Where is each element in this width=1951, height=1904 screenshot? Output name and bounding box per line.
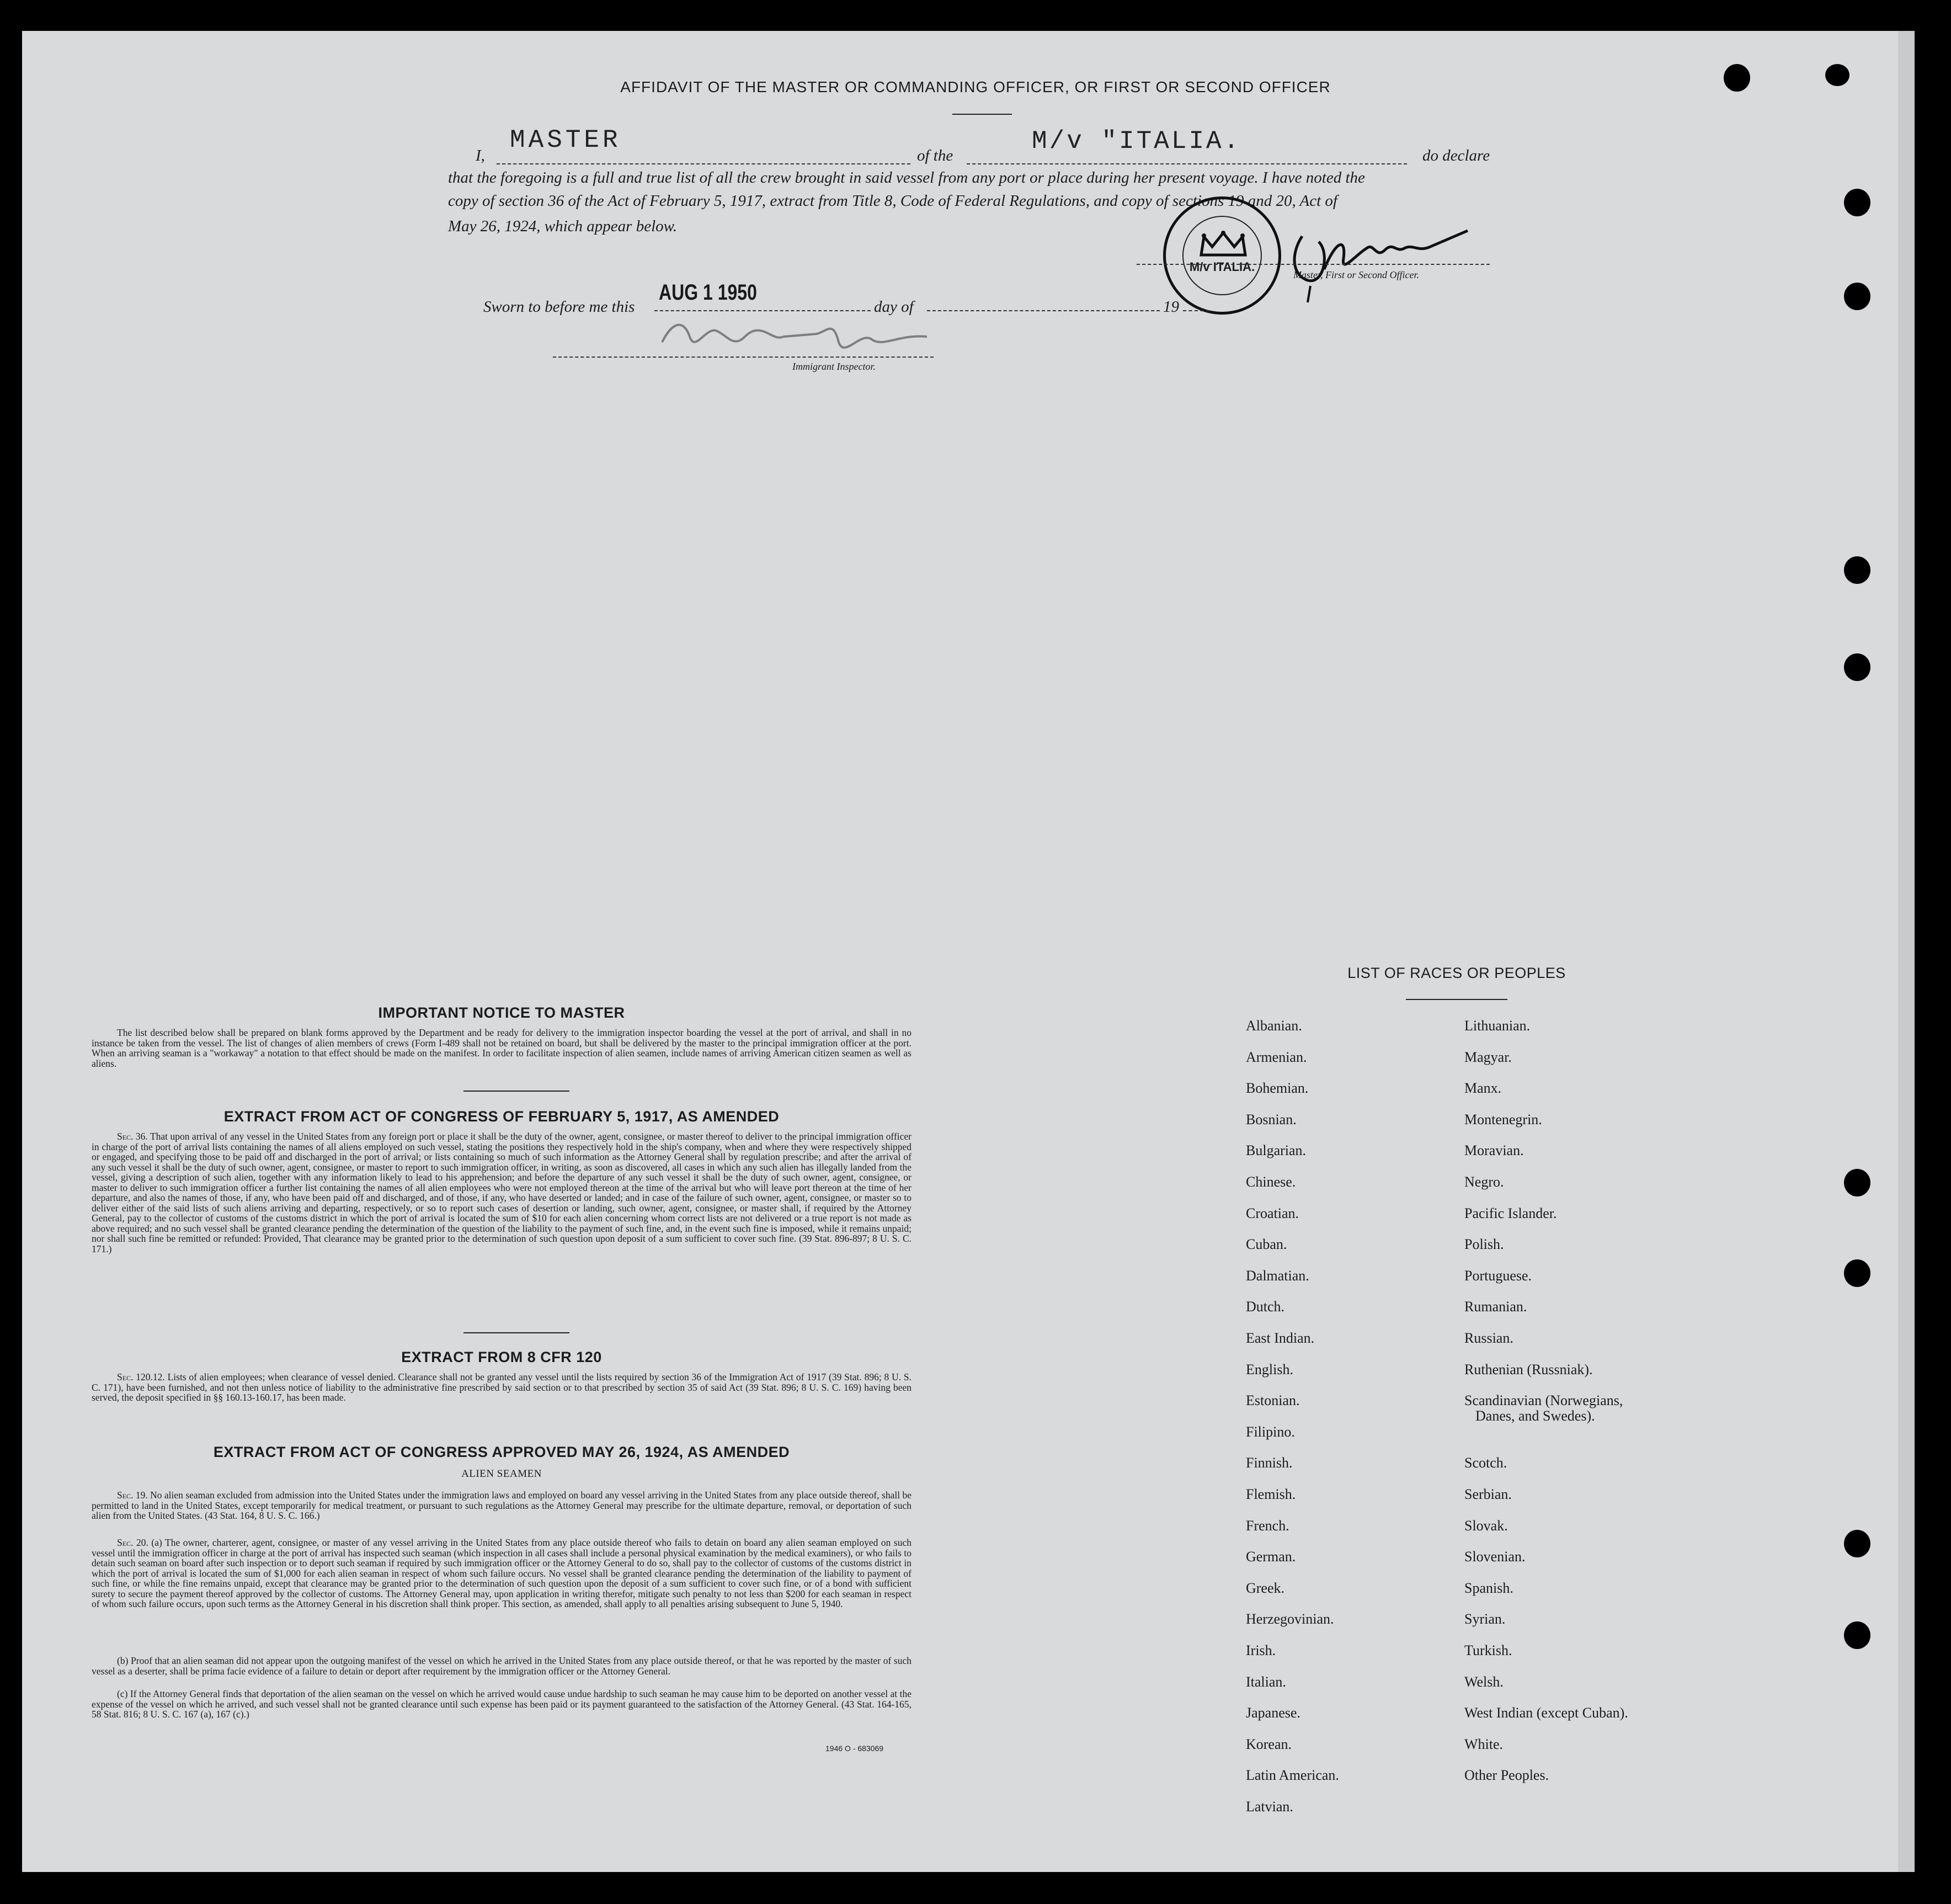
affidavit-line-2: that the foregoing is a full and true list of all the crew brought in said vessel from any port or place during her present voyage. I have noted the: [448, 169, 1365, 187]
race-item: Russian.: [1464, 1330, 1513, 1346]
race-item: Latin American.: [1246, 1767, 1339, 1784]
race-item: French.: [1246, 1517, 1289, 1534]
race-item: Pacific Islander.: [1464, 1205, 1557, 1221]
page-edge: [1898, 31, 1915, 1872]
race-item: Slovak.: [1464, 1517, 1508, 1534]
race-item: Portuguese.: [1464, 1267, 1532, 1284]
punch-hole: [1844, 1259, 1870, 1287]
sec-20-text: (a) The owner, charterer, agent, consignee, or master of any vessel arriving in the United States from any place outside thereof who fails to detain on board any alien seaman employed on such vessel until the immigration officer in charge at the port of arrival has inspected such seaman (which inspection in all cases shall include a personal physical examination by the medical examiners), or who fails to detain such seaman on board after such inspection or to deport such seaman if required by such immigration officer or the Attorney General to do so, shall pay to the collector of customs of the customs district in which the port of arrival is located the sum of $1,000 for each alien seaman in respect of whom such failure occurs. No vessel shall be granted clearance pending the determination of the liability to payment of such fine, or while the fine remains unpaid, except that clearance may be granted prior to the determination of such question upon the deposit of a sum sufficient to cover such fine, or of a bond with sufficient surety to secure the payment thereof approved by the collector of customs. The Attorney General may, upon application in writing therefor, mitigate such penalty to not less than $200 for each seaman in respect of whom such failure occurs, upon such terms as the Attorney General in his discretion shall think proper. This section, as amended, shall apply to all penalties arising subsequent to June 5, 1940.: [92, 1537, 911, 1609]
day-of-label: day of: [874, 298, 914, 316]
sec-120-label: Sec. 120.12.: [117, 1371, 165, 1382]
year-line: [1183, 310, 1209, 311]
race-item: Moravian.: [1464, 1142, 1524, 1159]
sec-36-label: Sec. 36.: [117, 1131, 148, 1142]
race-item: Ruthenian (Russniak).: [1464, 1361, 1593, 1378]
race-item: English.: [1246, 1361, 1293, 1378]
race-item: Chinese.: [1246, 1174, 1296, 1190]
race-item: Greek.: [1246, 1579, 1285, 1596]
vessel-name-field[interactable]: M/v "ITALIA.: [1032, 127, 1241, 156]
race-item: Herzegovinian.: [1246, 1611, 1334, 1628]
extract-1917-text: [92, 1131, 911, 1254]
race-item: Cuban.: [1246, 1236, 1287, 1253]
race-item: Filipino.: [1246, 1423, 1295, 1440]
notice-heading: IMPORTANT NOTICE TO MASTER: [378, 1004, 625, 1021]
master-signature: [1286, 220, 1473, 302]
race-item: Polish.: [1464, 1236, 1504, 1253]
race-item: Scandinavian (Norwegians,: [1464, 1392, 1623, 1409]
year-prefix: 19: [1163, 298, 1179, 316]
notice-rule: [463, 1091, 569, 1092]
race-item: Japanese.: [1246, 1705, 1300, 1721]
race-item: Estonian.: [1246, 1392, 1300, 1409]
race-item: West Indian (except Cuban).: [1464, 1705, 1628, 1721]
extract-cfr-heading: EXTRACT FROM 8 CFR 120: [401, 1349, 602, 1365]
race-item: Welsh.: [1464, 1673, 1504, 1690]
signature-label: Master, First or Second Officer.: [1293, 269, 1419, 280]
sec-120-text: Lists of alien employees; when clearance of vessel denied. Clearance shall not be granted any vessel until the lists required by section 36 of the Immigration Act of 1917 (39 Stat. 896; 8 U. S. C. 171), have been furnished, and not then unless notice of liability to the administrative fine prescribed by said section or to that prescribed by section 35 of said Act (39 Stat. 896; 8 U. S. C. 169) having been served, the deposit specified in §§ 160.13-160.17, has been made.: [92, 1371, 911, 1403]
race-item: Latvian.: [1246, 1799, 1293, 1815]
title-rule: [952, 114, 1012, 115]
sec-36-text: That upon arrival of any vessel in the United States from any foreign port or place it shall be the duty of the owner, agent, consignee, or master thereof to deliver to the principal immigration officer in charge of the port of arrival lists containing the names of all aliens employed on such vessel, stating the positions they respectively hold in the ship's company, when and where they were respectively shipped or engaged, and specifying those to be paid off and discharged in the port of arrival; or lists containing so much of such information as the Attorney General shall by regulation prescribe; and after the arrival of any such vessel it shall be the duty of such owner, agent, consignee, or master to report to such immigration officer, in writing, as soon as discovered, all cases in which any such alien has illegally landed from the vessel, giving a description of such alien, together with any information likely to lead to his apprehension; and before the departure of any such vessel it shall be the duty of such owner, agent, consignee, or master to deliver to such immigration officer a further list containing the names of all alien employees who were not employed thereon at the time of the arrival but who will leave port thereon at the time of her departure, and also the names of those, if any, who have been paid off and discharged, and of those, if any, who have deserted or landed; and in case of the failure of such owner, agent, consignee, or master so to deliver either of the said lists of such aliens arriving and departing, respectively, or so to report such cases of desertion or landing, such owner, agent, consignee, or master shall, if required by the Attorney General, pay to the collector of customs of the customs district in which the port of arrival is located the sum of $10 for each alien concerning whom correct lists are not delivered or a true report is not made as above required; and no such vessel shall be granted clearance pending the determination of the question of the liability to the payment of such fine, and, in the event such fine is imposed, while it remains unpaid; nor shall such fine be remitted or refunded: Provided, That clearance may be granted prior to the determination of such question upon deposit of a sum sufficient to cover such fine. (39 Stat. 896-897; 8 U. S. C. 171.): [92, 1131, 911, 1254]
race-item: Croatian.: [1246, 1205, 1299, 1221]
extract-1917-heading: EXTRACT FROM ACT OF CONGRESS OF FEBRUARY 5, 1917, AS AMENDED: [223, 1108, 780, 1125]
sec-20-c-paragraph: (c) If the Attorney General finds that deportation of the alien seaman on the vessel on which he arrived would cause undue hardship to such seaman he may cause him to be deported on another vessel at the expense of the vessel on which he arrived, and such vessel shall not be granted clearance until such expense has been paid or its payment guaranteed to the satisfaction of the Attorney General. (43 Stat. 164-165, 58 Stat. 816; 8 U. S. C. 167 (a), 167 (c).): [92, 1688, 911, 1720]
affidavit-line-3: copy of section 36 of the Act of February 5, 1917, extract from Title 8, Code of Federal Regulations, and copy of sections 19 and 20, Act of: [448, 192, 1337, 210]
race-item: Finnish.: [1246, 1455, 1293, 1471]
race-item: Bohemian.: [1246, 1080, 1309, 1097]
race-item: White.: [1464, 1736, 1504, 1752]
master-name-field[interactable]: MASTER: [510, 126, 621, 155]
extract-cfr-text: [92, 1372, 911, 1403]
race-item: Danes, and Swedes).: [1475, 1408, 1595, 1424]
race-item: Dalmatian.: [1246, 1267, 1309, 1284]
seal-text: M/v ITALIA.: [1189, 260, 1255, 274]
race-item: Spanish.: [1464, 1579, 1513, 1596]
sec-20-b-paragraph: (b) Proof that an alien seaman did not appear upon the outgoing manifest of the vessel on which he arrived in the United States from any place outside thereof, or that he was reported by the master of such vessel as a deserter, shall be prima facie evidence of a failure to detain or deport after requirement by the immigration officer or the Attorney General.: [92, 1655, 911, 1677]
race-item: Other Peoples.: [1464, 1767, 1549, 1784]
race-item: Serbian.: [1464, 1486, 1512, 1502]
company-seal: [1163, 196, 1281, 315]
race-item: Montenegrin.: [1464, 1111, 1542, 1127]
print-code: 1946 O - 683069: [825, 1744, 884, 1753]
i-label: I,: [476, 147, 485, 164]
race-item: Magyar.: [1464, 1049, 1512, 1065]
affidavit-line-4: May 26, 1924, which appear below.: [448, 217, 678, 235]
race-item: Negro.: [1464, 1174, 1504, 1190]
race-item: Bulgarian.: [1246, 1142, 1307, 1159]
race-item: Scotch.: [1464, 1455, 1507, 1471]
notice-text: The list described below shall be prepared on blank forms approved by the Department and be ready for delivery to the immigration inspector boarding the vessel at the port of arrival, and shall in no instance be taken from the vessel. The list of changes of alien members of crews (Form I-489 shall not be retained on board, but shall be delivered by the master to the principal immigration officer at the port. When an arriving seaman is a "workaway" a notation to that effect should be made on the manifest. In order to facilitate inspection of alien seamen, include names of arriving American citizen seamen as well as aliens.: [92, 1027, 911, 1069]
race-item: Italian.: [1246, 1673, 1286, 1690]
race-item: Dutch.: [1246, 1299, 1285, 1315]
race-item: Manx.: [1464, 1080, 1502, 1097]
sec-20-label: Sec. 20.: [117, 1537, 148, 1548]
punch-hole: [1844, 1169, 1870, 1196]
race-item: Armenian.: [1246, 1049, 1307, 1065]
punch-hole: [1844, 1530, 1870, 1557]
do-declare-label: do declare: [1422, 147, 1490, 164]
race-item: German.: [1246, 1549, 1296, 1565]
sworn-label: Sworn to before me this: [483, 298, 635, 316]
race-item: Syrian.: [1464, 1611, 1506, 1628]
race-item: Slovenian.: [1464, 1549, 1526, 1565]
punch-hole: [1844, 283, 1870, 310]
alien-seamen-subheading: ALIEN SEAMEN: [461, 1468, 542, 1480]
race-item: Korean.: [1246, 1736, 1292, 1752]
month-line: [927, 310, 1160, 311]
punch-hole: [1844, 653, 1870, 681]
signature-line: [1137, 264, 1490, 265]
extract-1924-heading: EXTRACT FROM ACT OF CONGRESS APPROVED MAY 26, 1924, AS AMENDED: [213, 1444, 790, 1460]
punch-hole: [1844, 556, 1870, 584]
race-item: Rumanian.: [1464, 1299, 1527, 1315]
crown-icon: [1198, 230, 1248, 258]
punch-hole: [1844, 189, 1870, 216]
races-heading: LIST OF RACES OR PEOPLES: [1347, 965, 1566, 981]
race-item: Lithuanian.: [1464, 1018, 1531, 1034]
race-item: Flemish.: [1246, 1486, 1296, 1502]
race-item: Irish.: [1246, 1642, 1276, 1658]
punch-hole: [1844, 1621, 1870, 1649]
sec-19-text: No alien seaman excluded from admission into the United States under the immigration laws and employed on board any vessel arriving in the United States from any place outside thereof, shall be permitted to land in the United States, except temporarily for medical treatment, or pursuant to such regulations as the Attorney General may prescribe for the ultimate departure, removal, or deportation of such alien from the United States. (43 Stat. 164, 8 U. S. C. 166.): [92, 1490, 911, 1521]
sworn-date-stamp: AUG 1 1950: [659, 280, 757, 305]
race-item: East Indian.: [1246, 1330, 1315, 1346]
race-item: Turkish.: [1464, 1642, 1512, 1658]
sec-19-label: Sec. 19.: [117, 1490, 148, 1501]
inspector-line: [553, 357, 934, 358]
of-the-label: of the: [917, 147, 953, 164]
extract-1917-rule: [463, 1332, 569, 1333]
sec-19-paragraph: [92, 1490, 911, 1521]
races-rule: [1406, 999, 1507, 1000]
race-item: Albanian.: [1246, 1018, 1302, 1034]
affidavit-title: AFFIDAVIT OF THE MASTER OR COMMANDING OFFICER, OR FIRST OR SECOND OFFICER: [620, 78, 1331, 95]
race-item: Bosnian.: [1246, 1111, 1297, 1127]
inspector-label: Immigrant Inspector.: [792, 361, 876, 372]
sec-20-paragraph: [92, 1538, 911, 1609]
